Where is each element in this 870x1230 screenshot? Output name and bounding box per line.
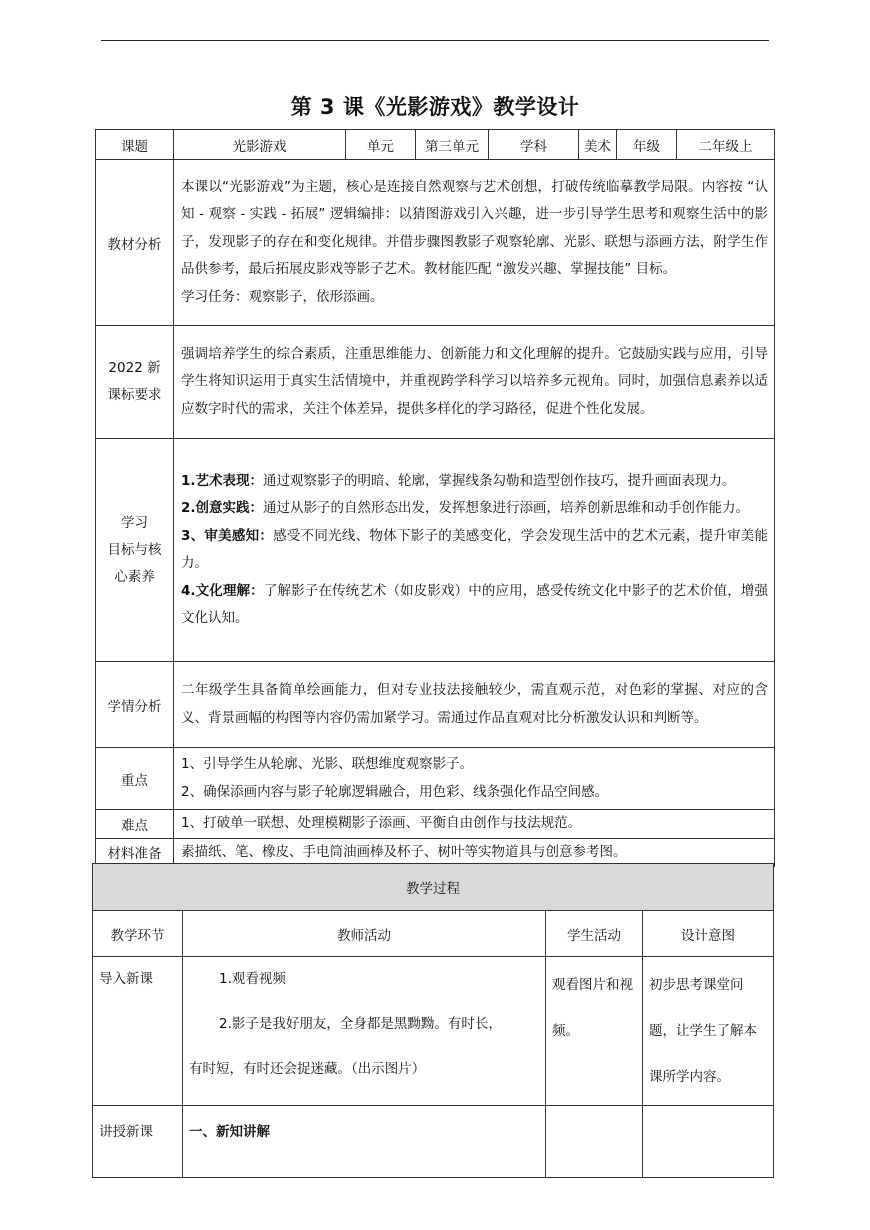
difficulty-content [174,810,775,839]
goals-label [96,439,174,662]
teach-row [93,1106,774,1178]
goal-item [181,495,768,523]
standard-content [174,326,775,439]
standard-label [96,326,174,439]
goal-text: 感受不同光线、物体下影子的美感变化，学会发现生活中的艺术元素，提升审美能力。 [181,527,768,571]
materials-text: 素描纸、笔、橡皮、手电筒油画棒及杯子、树叶等实物道具与创意参考图。 [181,843,627,860]
goal-head: 3、审美感知： [181,527,274,544]
goals-label-line1: 学习 [121,514,148,531]
keypoints-label: 重点 [96,748,174,810]
topic-label: 课题 [96,130,174,160]
standard-label-line1: 2022 新 [108,360,161,376]
teach-heading: 一、新知讲解 [189,1124,270,1140]
teach-student [546,1106,643,1178]
lesson-info-table [95,129,775,867]
textbook-paragraph: 本课以“光影游戏”为主题，核心是连接自然观察与艺术创想，打破传统临摹教学局限。内容按 “认知 - 观察 - 实践 - 拓展” 逻辑编排：以猜图游戏引入兴趣，进一步引导学生思考和观察生活中的影子，发现影子的存在和变化规律。并借步骤图教影子观察轮廓、光影、联想与添画方法，附学生作品供参考，最后拓展皮影戏等影子艺术。教材能匹配 “激发兴趣、掌握技能” 目标。 [181,178,768,278]
teach-intent [643,1106,774,1178]
goals-label-line2: 目标与核 [107,541,162,558]
standard-label-line2: 课标要求 [107,387,162,403]
goal-head: 4.文化理解： [181,582,264,599]
goal-text: 通过观察影子的明暗、轮廓，掌握线条勾勒和造型创作技巧，提升画面表现力。 [263,472,736,489]
intro-teacher-line: 1.观看视频 [219,971,286,987]
intro-intent: 初步思考课堂问题，让学生了解本课所学内容。 [643,957,774,1106]
keypoint-line: 2、确保添画内容与影子轮廓逻辑融合，用色彩、线条强化作品空间感。 [181,783,609,800]
goal-head: 1.艺术表现： [181,472,264,489]
col-teacher: 教师活动 [183,911,546,957]
goals-content [174,439,775,662]
subject-label: 学科 [489,130,579,160]
teach-teacher [183,1106,546,1178]
standard-row [96,326,775,439]
col-intent: 设计意图 [643,911,774,957]
goal-item [181,523,768,578]
goal-text: 通过从影子的自然形态出发，发挥想象进行添画，培养创新思维和动手创作能力。 [263,500,750,516]
textbook-content [174,160,775,326]
intro-row [93,957,774,1106]
learner-content [174,662,775,748]
col-stage: 教学环节 [93,911,183,957]
textbook-task: 学习任务：观察影子，依形添画。 [181,288,384,305]
standard-paragraph: 强调培养学生的综合素质，注重思维能力、创新能力和文化理解的提升。它鼓励实践与应用，引导学生将知识运用于真实生活情境中，并重视跨学科学习以培养多元视角。同时，加强信息素养以适应数字时代的需求，关注个体差异，提供多样化的学习路径，促进个性化发展。 [181,345,768,417]
page-title: 第 3 课《光影游戏》教学设计 [290,95,580,119]
topic-value: 光影游戏 [174,130,346,160]
col-student: 学生活动 [546,911,643,957]
process-table [92,863,774,1178]
goal-text: 了解影子在传统艺术（如皮影戏）中的应用，感受传统文化中影子的艺术价值，增强文化认知。 [181,582,768,626]
goals-row [96,439,775,662]
grade-value: 二年级上 [677,130,775,160]
keypoints-row [96,748,775,810]
textbook-row [96,160,775,326]
keypoints-content [174,748,775,810]
grade-label: 年级 [617,130,677,160]
process-header: 教学过程 [93,864,774,911]
intro-student: 观看图片和视频。 [546,957,643,1106]
header-rule [101,40,769,41]
goals-label-line3: 心素养 [114,568,155,585]
process-column-row [93,911,774,957]
learner-row [96,662,775,748]
intro-stage: 导入新课 [93,957,183,1106]
intro-teacher-line: 2.影子是我好朋友，全身都是黑黝黝。有时长， [219,1016,502,1032]
intro-teacher-line: 有时短，有时还会捉迷藏。（出示图片） [189,1061,426,1077]
goal-head: 2.创意实践： [181,500,264,516]
learner-paragraph: 二年级学生具备简单绘画能力，但对专业技法接触较少，需直观示范，对色彩的掌握、对应的含义、背景画幅的构图等内容仍需加紧学习。需通过作品直观对比分析激发认识和判断等。 [181,682,768,726]
teach-stage: 讲授新课 [93,1106,183,1178]
difficulty-row [96,810,775,839]
difficulty-line: 1、打破单一联想、处理模糊影子添画、平衡自由创作与技法规范。 [181,815,582,831]
goal-item [181,468,768,496]
goal-item [181,578,768,633]
process-header-row [93,864,774,911]
textbook-label: 教材分析 [96,160,174,326]
materials-label: 材料准备 [96,838,174,867]
info-row [96,130,775,160]
unit-value: 第三单元 [416,130,489,160]
difficulty-label: 难点 [96,810,174,839]
intro-teacher [183,957,546,1106]
keypoint-line: 1、引导学生从轮廓、光影、联想维度观察影子。 [181,756,474,772]
subject-value: 美术 [579,130,617,160]
learner-label: 学情分析 [96,662,174,748]
unit-label: 单元 [346,130,416,160]
